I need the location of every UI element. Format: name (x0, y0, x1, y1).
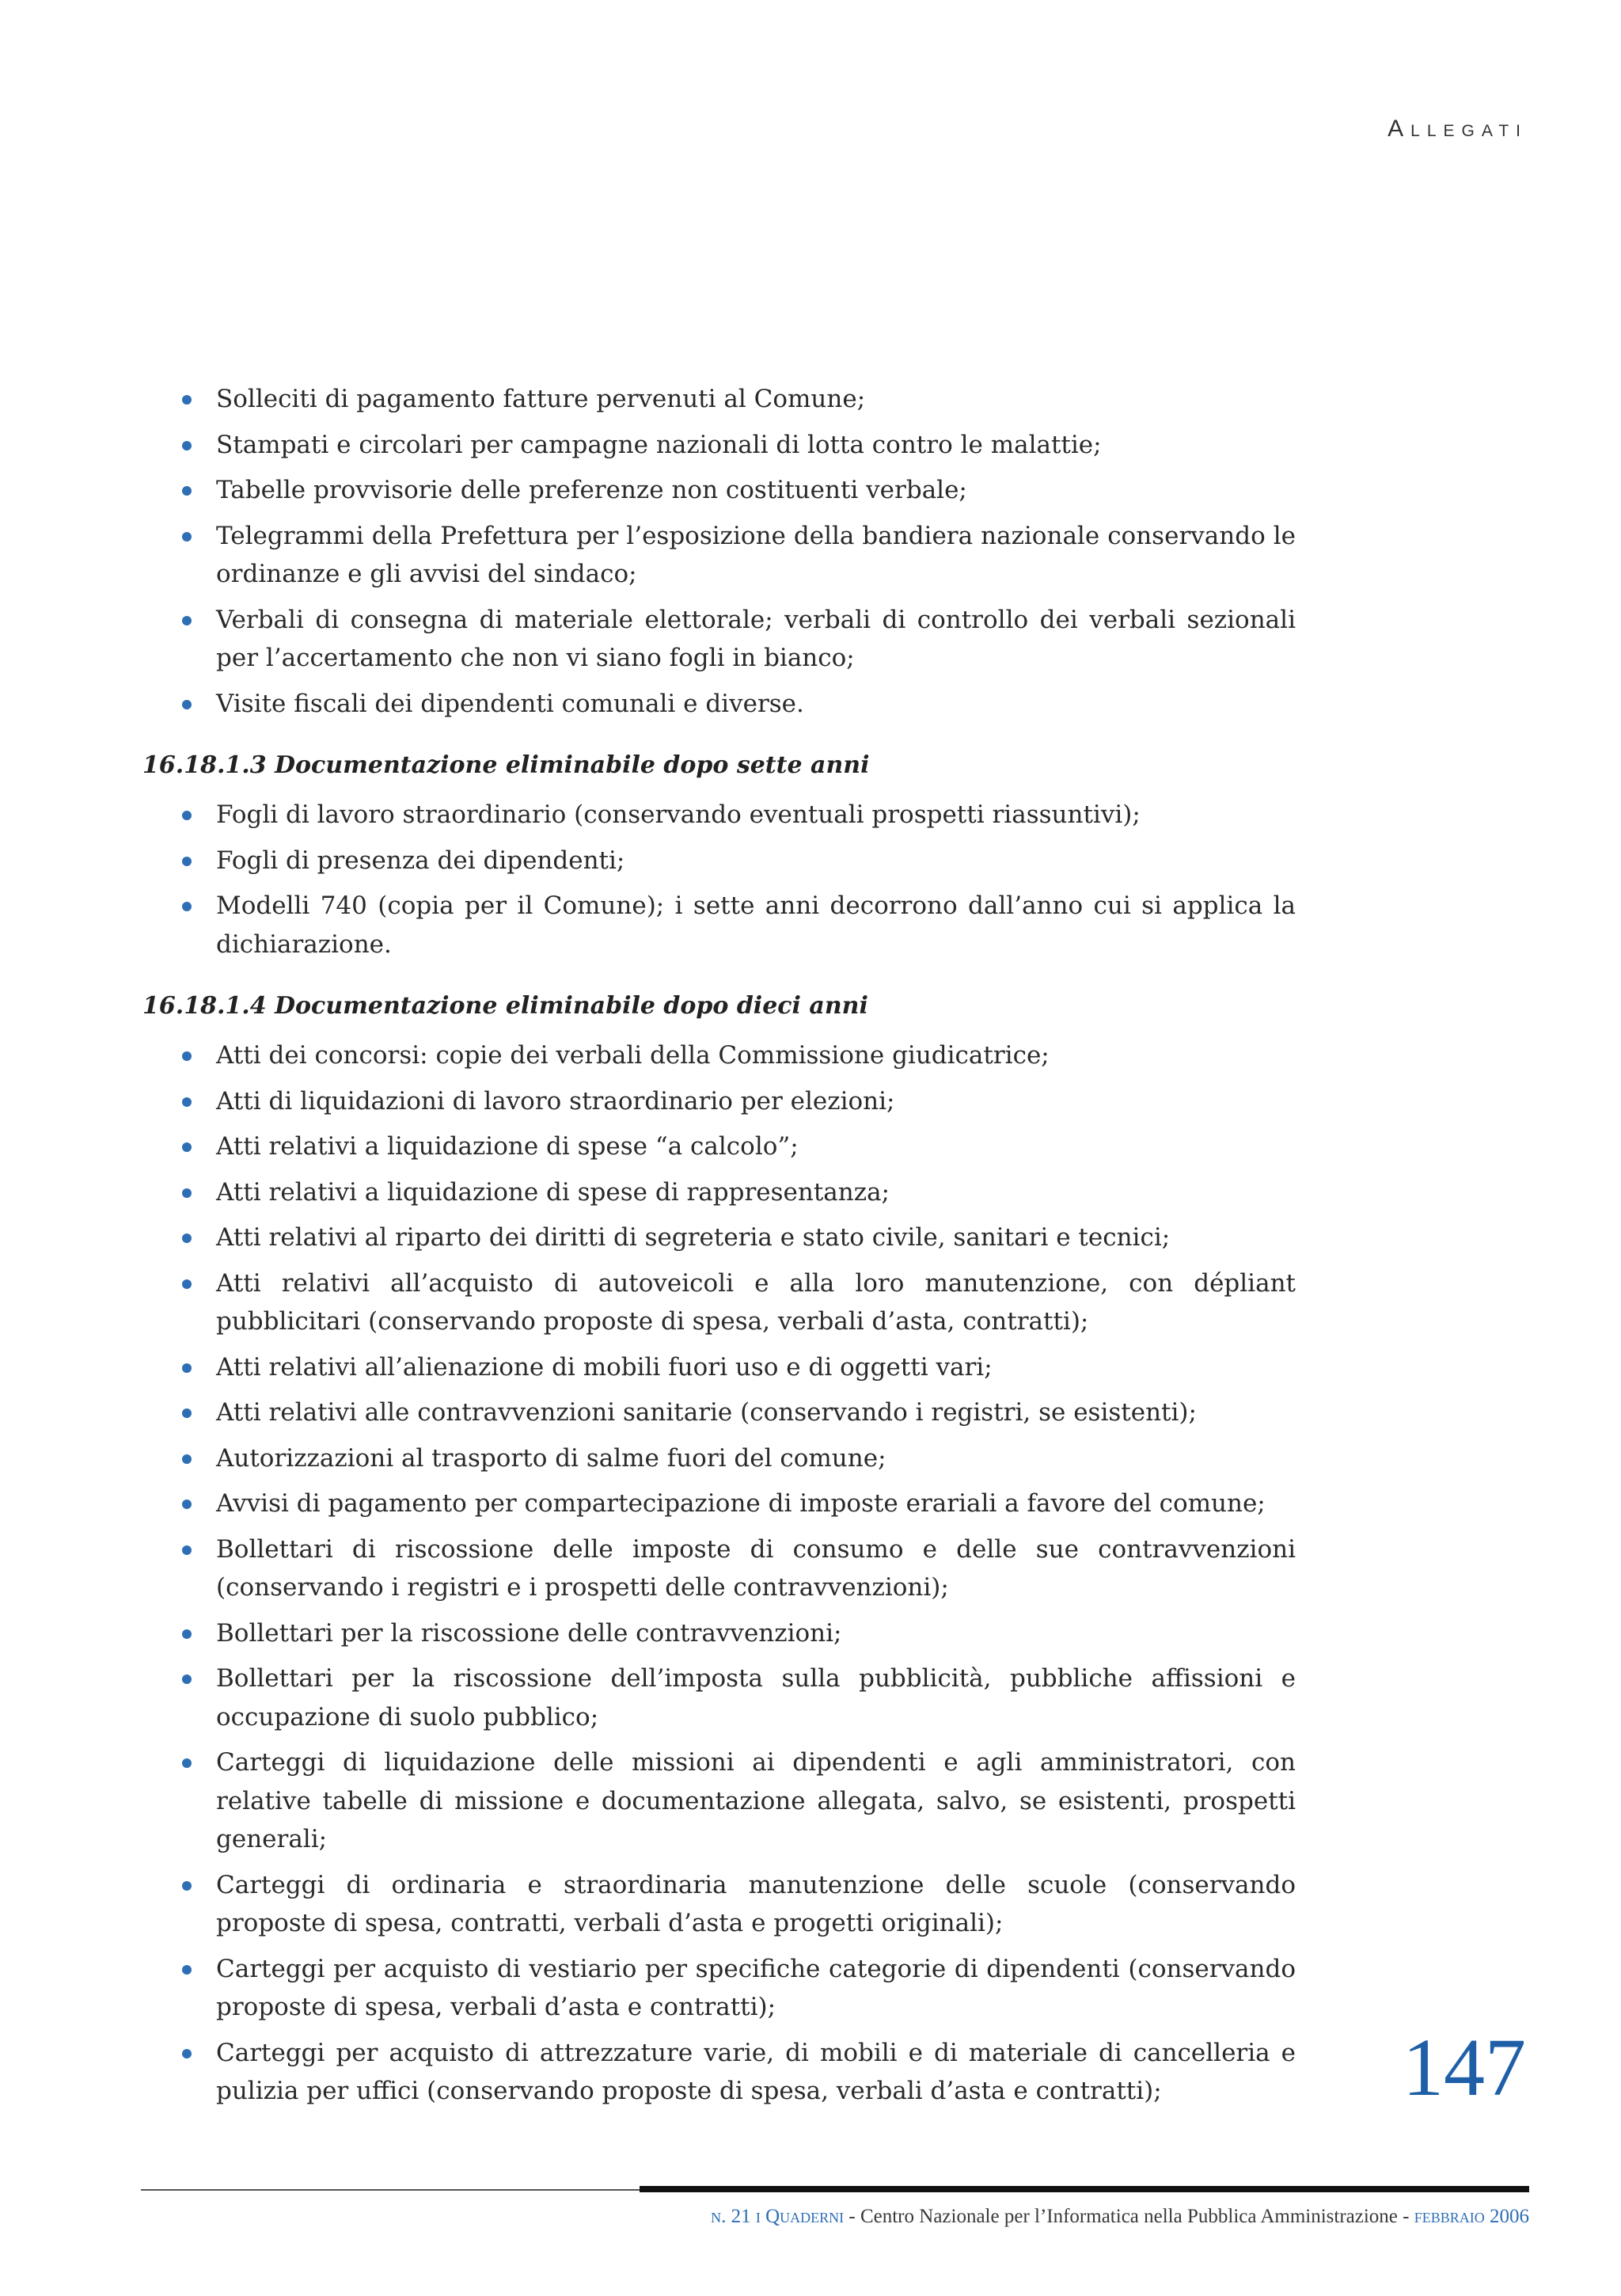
list-item: Fogli di presenza dei dipendenti; (142, 842, 1296, 880)
list-item: Autorizzazioni al trasporto di salme fuori del comune; (142, 1439, 1296, 1478)
bullet-icon (182, 616, 192, 625)
footer-rule-thin (141, 2189, 640, 2191)
footer-publisher: Centro Nazionale per l’Informatica nella Pubblica Amministrazione (860, 2206, 1398, 2227)
list-item: Atti di liquidazioni di lavoro straordinario per elezioni; (142, 1082, 1296, 1121)
bullet-icon (182, 395, 192, 405)
bullet-icon (182, 1881, 192, 1891)
list-item: Atti relativi a liquidazione di spese di rappresentanza; (142, 1173, 1296, 1212)
footer-date: febbraio 2006 (1414, 2206, 1529, 2227)
list-item: Tabelle provvisorie delle preferenze non costituenti verbale; (142, 471, 1296, 510)
bullet-icon (182, 1500, 192, 1509)
bullet-icon (182, 1408, 192, 1418)
running-head: Allegati (1388, 116, 1528, 142)
bullet-icon (182, 1051, 192, 1061)
bullet-icon (182, 441, 192, 450)
list-item: Stampati e circolari per campagne nazionali di lotta contro le malattie; (142, 426, 1296, 465)
bullet-icon (182, 1758, 192, 1768)
bullet-list (142, 796, 1296, 964)
list-item: Atti relativi al riparto dei diritti di segreteria e stato civile, sanitari e tecnici; (142, 1218, 1296, 1257)
footer (711, 2206, 1529, 2228)
list-item: Carteggi per acquisto di vestiario per specifiche categorie di dipendenti (conservando proposte di spesa, verbali d’asta e contratti); (142, 1950, 1296, 2027)
footer-separator: - (1397, 2206, 1414, 2227)
list-item: Carteggi di ordinaria e straordinaria manutenzione delle scuole (conservando proposte di spesa, contratti, verbali d’asta e progetti originali); (142, 1866, 1296, 1943)
bullet-icon (182, 1234, 192, 1243)
footer-separator: - (844, 2206, 860, 2227)
list-item: Atti relativi all’alienazione di mobili fuori uso e di oggetti vari; (142, 1348, 1296, 1387)
bullet-icon (182, 811, 192, 820)
bullet-icon (182, 486, 192, 496)
section-list-continued (142, 380, 1296, 723)
list-item: Visite fiscali dei dipendenti comunali e diverse. (142, 685, 1296, 724)
list-item: Atti relativi alle contravvenzioni sanitarie (conservando i registri, se esistenti); (142, 1393, 1296, 1432)
list-item: Verbali di consegna di materiale elettorale; verbali di controllo dei verbali sezionali per l’accertamento che non vi siano fogli in bianco; (142, 601, 1296, 678)
bullet-icon (182, 532, 192, 542)
list-item: Bollettari di riscossione delle imposte di consumo e delle sue contravvenzioni (conservando i registri e i prospetti delle contravvenzioni); (142, 1530, 1296, 1607)
bullet-icon (182, 857, 192, 866)
footer-rule-thick (640, 2186, 1529, 2192)
list-item: Bollettari per la riscossione delle contravvenzioni; (142, 1614, 1296, 1653)
bullet-icon (182, 700, 192, 709)
footer-issue: n. 21 i Quaderni (711, 2206, 845, 2227)
bullet-icon (182, 1674, 192, 1684)
bullet-icon (182, 1545, 192, 1555)
list-item: Atti relativi all’acquisto di autoveicoli e alla loro manutenzione, con dépliant pubblicitari (conservando proposte di spesa, verbali d’asta, contratti); (142, 1264, 1296, 1341)
bullet-icon (182, 1188, 192, 1198)
bullet-icon (182, 1279, 192, 1289)
list-item: Modelli 740 (copia per il Comune); i sette anni decorrono dall’anno cui si applica la dichiarazione. (142, 887, 1296, 964)
list-item: Telegrammi della Prefettura per l’esposizione della bandiera nazionale conservando le ordinanze e gli avvisi del sindaco; (142, 517, 1296, 594)
list-item: Solleciti di pagamento fatture pervenuti al Comune; (142, 380, 1296, 419)
bullet-icon (182, 1363, 192, 1373)
section-sette-anni (142, 751, 1296, 964)
bullet-icon (182, 1454, 192, 1464)
section-dieci-anni (142, 992, 1296, 2111)
list-item: Atti relativi a liquidazione di spese “a calcolo”; (142, 1127, 1296, 1166)
list-item: Bollettari per la riscossione dell’imposta sulla pubblicità, pubbliche affissioni e occupazione di suolo pubblico; (142, 1659, 1296, 1736)
section-heading: 16.18.1.3 Documentazione eliminabile dopo sette anni (142, 751, 870, 779)
list-item: Atti dei concorsi: copie dei verbali della Commissione giudicatrice; (142, 1036, 1296, 1075)
section-heading: 16.18.1.4 Documentazione eliminabile dopo dieci anni (142, 992, 868, 1020)
bullet-icon (182, 902, 192, 911)
bullet-icon (182, 2049, 192, 2058)
bullet-list (142, 1036, 1296, 2111)
page-number: 147 (1403, 2022, 1526, 2113)
bullet-icon (182, 1097, 192, 1107)
list-item: Avvisi di pagamento per compartecipazione di imposte erariali a favore del comune; (142, 1484, 1296, 1523)
bullet-list (142, 380, 1296, 723)
main-content (142, 380, 1296, 2118)
bullet-icon (182, 1965, 192, 1975)
list-item: Carteggi di liquidazione delle missioni ai dipendenti e agli amministratori, con relative tabelle di missione e documentazione allegata, salvo, se esistenti, prospetti generali; (142, 1743, 1296, 1859)
bullet-icon (182, 1142, 192, 1152)
bullet-icon (182, 1629, 192, 1639)
list-item: Carteggi per acquisto di attrezzature varie, di mobili e di materiale di cancelleria e pulizia per uffici (conservando proposte di spesa, verbali d’asta e contratti); (142, 2034, 1296, 2111)
list-item: Fogli di lavoro straordinario (conservando eventuali prospetti riassuntivi); (142, 796, 1296, 834)
